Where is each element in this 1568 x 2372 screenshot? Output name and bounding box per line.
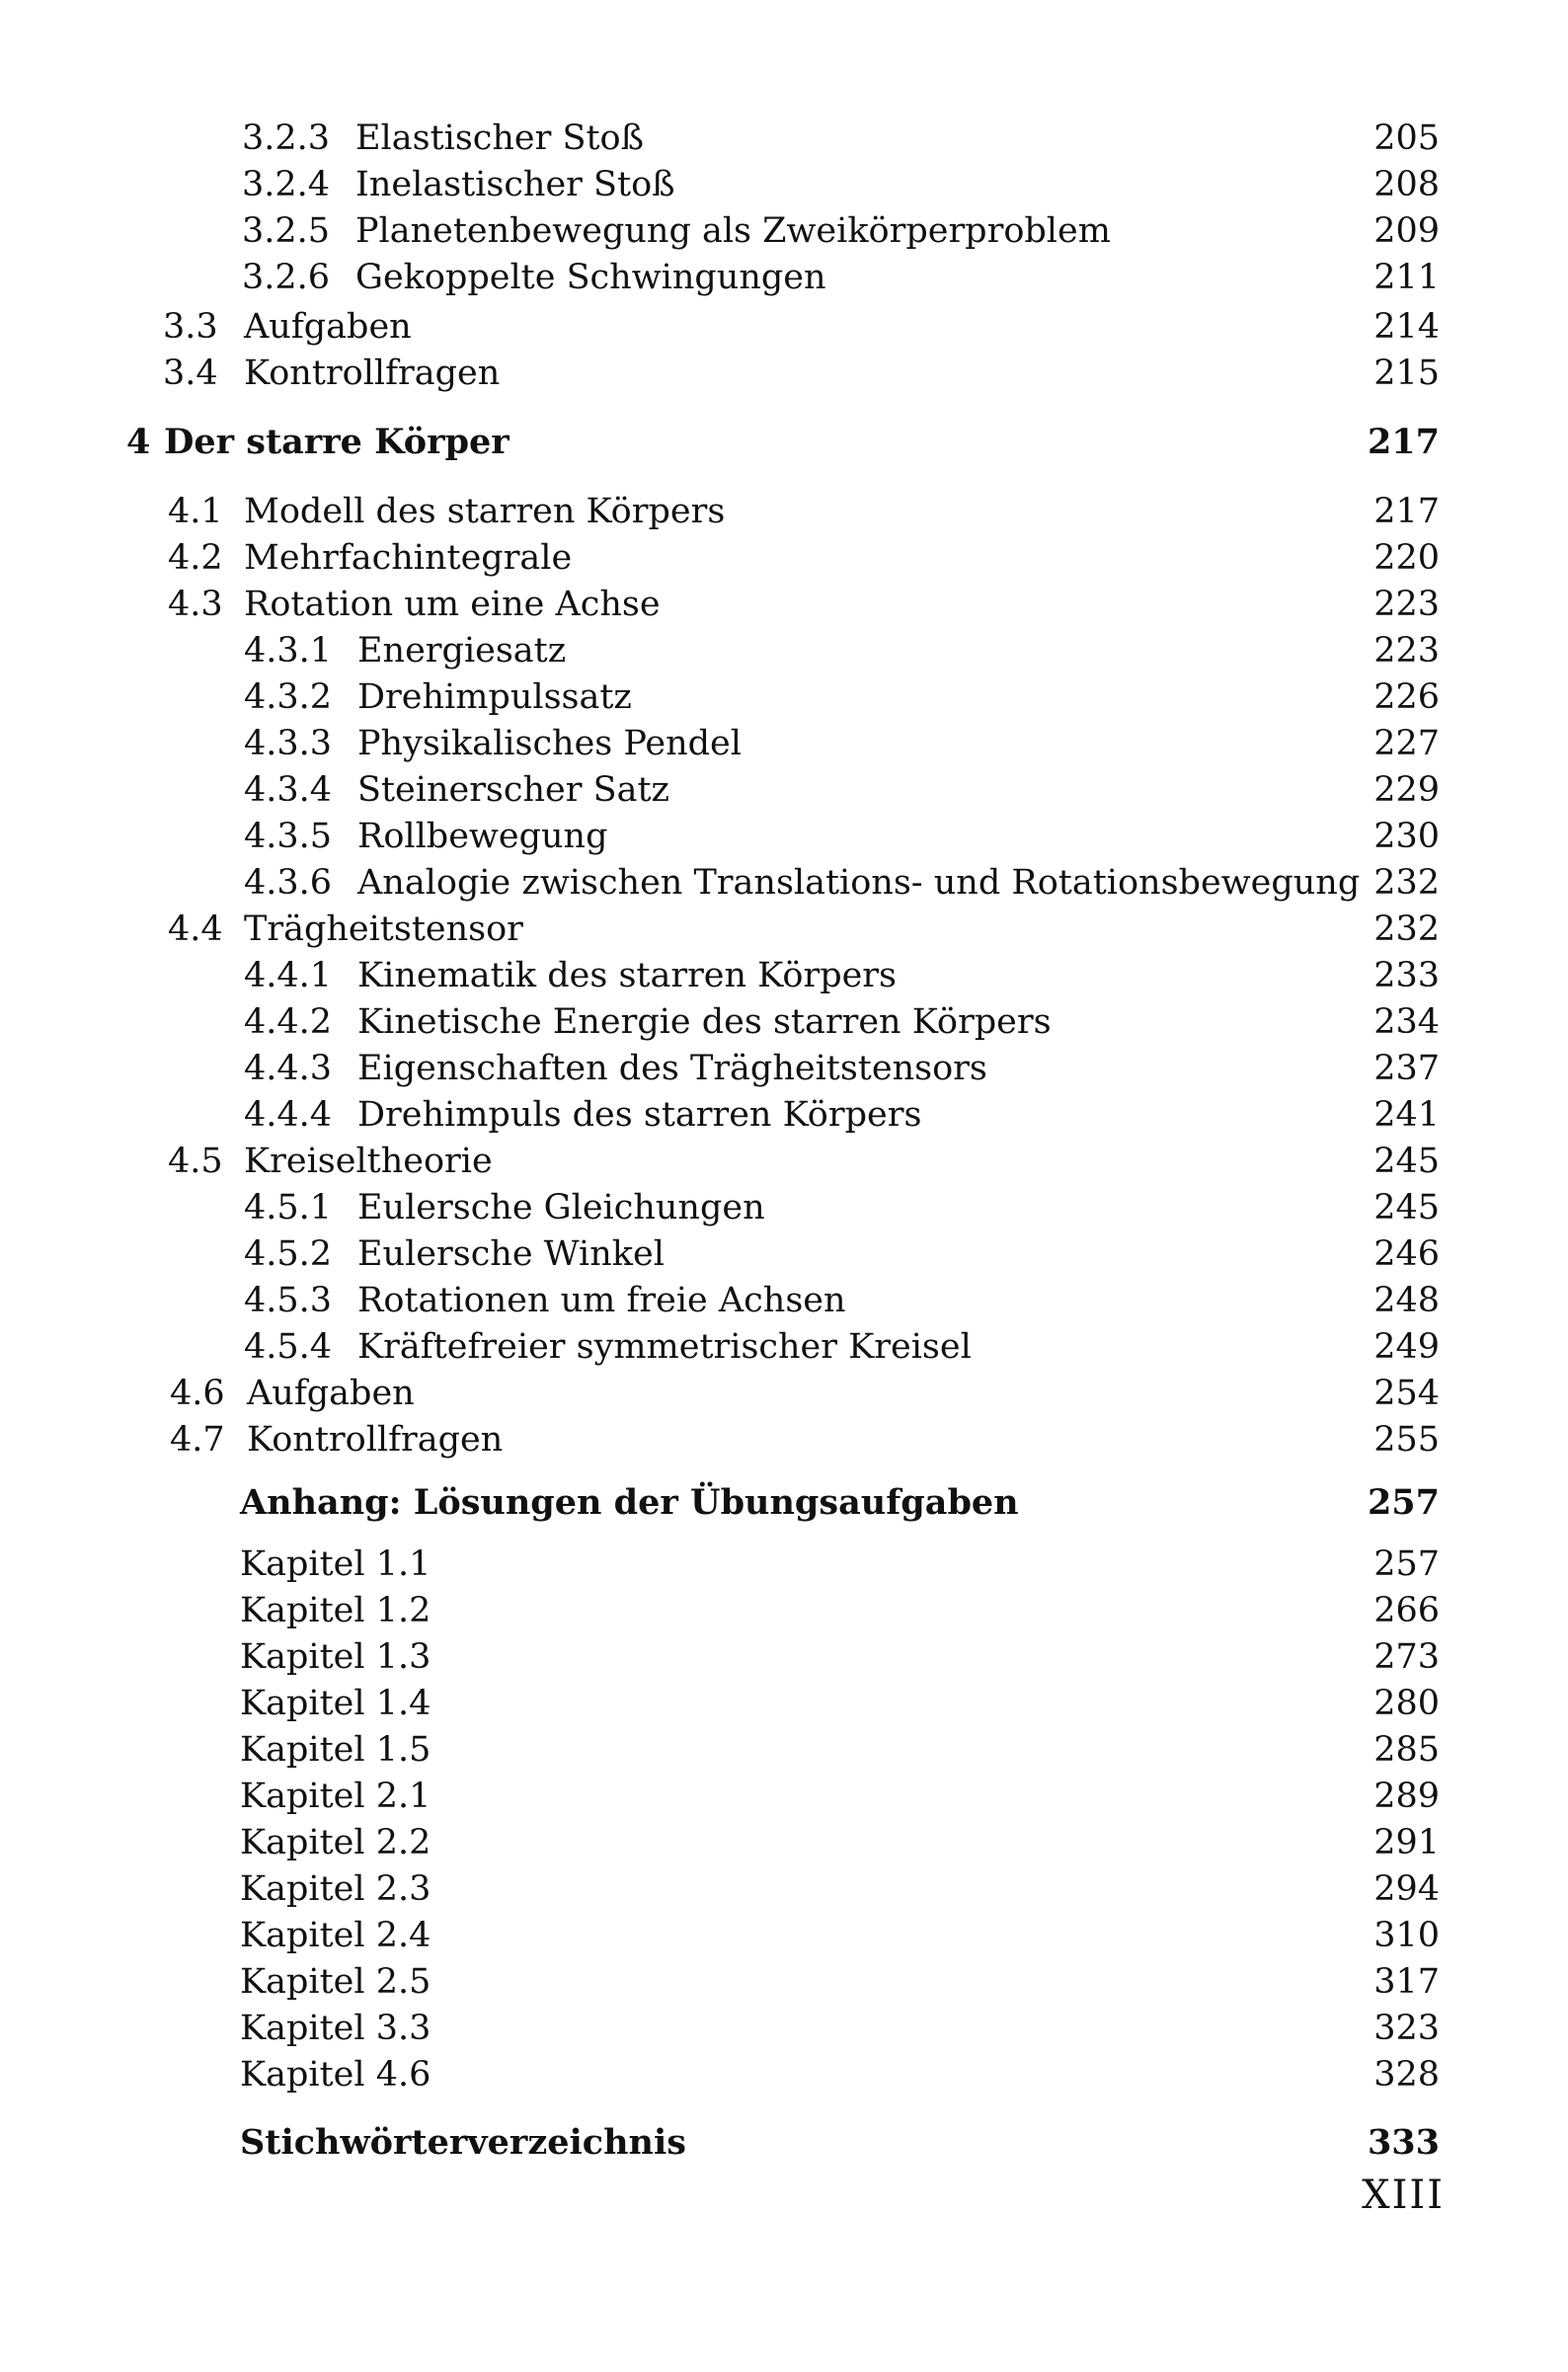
toc-entry-title: Kapitel 4.6 xyxy=(240,2055,431,2095)
toc-entry-page: 230 xyxy=(1373,817,1440,856)
toc-entry xyxy=(0,1047,1440,1090)
toc-entry-title: Inelastischer Stoß xyxy=(355,165,675,204)
toc-entry xyxy=(0,1372,1440,1415)
toc-entry-number: 4.2 xyxy=(168,538,223,578)
toc-entry xyxy=(0,1682,1440,1725)
toc-entry-page: 285 xyxy=(1373,1730,1440,1770)
toc-entry-title: Planetenbewegung als Zweikörperproblem xyxy=(355,211,1111,251)
toc-entry xyxy=(0,1821,1440,1864)
toc-entry-title: Kräftefreier symmetrischer Kreisel xyxy=(357,1327,972,1367)
toc-entry-page: 217 xyxy=(1367,422,1440,462)
toc-entry-title: Eulersche Gleichungen xyxy=(357,1188,765,1227)
toc-entry-page: 229 xyxy=(1373,770,1440,810)
toc-entry xyxy=(0,2121,1440,2165)
toc-entry-page: 234 xyxy=(1373,1002,1440,1042)
toc-entry xyxy=(0,163,1440,206)
toc-entry xyxy=(0,629,1440,672)
toc-entry-title: Kapitel 1.4 xyxy=(240,1684,431,1723)
toc-entry-title: Kapitel 2.4 xyxy=(240,1916,431,1955)
toc-entry-title: Eulersche Winkel xyxy=(357,1234,665,1274)
toc-entry xyxy=(0,583,1440,626)
toc-entry-title: Der starre Körper xyxy=(164,422,510,462)
toc-entry-page: 289 xyxy=(1373,1777,1440,1816)
toc-entry-number: 3.2.3 xyxy=(242,119,331,158)
toc-entry-page: 211 xyxy=(1373,258,1440,297)
toc-entry-page: 280 xyxy=(1373,1684,1440,1723)
toc-entry-number: 4.4.2 xyxy=(244,1002,333,1042)
toc-entry xyxy=(0,1232,1440,1276)
toc-entry xyxy=(0,2053,1440,2096)
toc-entry-title: Kapitel 3.3 xyxy=(240,2009,431,2048)
toc-entry-page: 220 xyxy=(1373,538,1440,578)
toc-entry-page: 223 xyxy=(1373,585,1440,624)
toc-entry-number: 4.3.6 xyxy=(244,863,333,903)
toc-entry-number: 4.3.5 xyxy=(244,817,333,856)
toc-entry xyxy=(0,1481,1440,1525)
toc-entry-title: Trägheitstensor xyxy=(244,909,523,949)
toc-entry-number: 4.7 xyxy=(170,1420,225,1460)
toc-entry-title: Kapitel 2.5 xyxy=(240,1962,431,2002)
toc-entry xyxy=(0,1635,1440,1679)
toc-entry-title: Eigenschaften des Trägheitstensors xyxy=(357,1049,987,1088)
toc-entry-title: Kapitel 1.3 xyxy=(240,1637,431,1677)
toc-entry-number: 3.2.4 xyxy=(242,165,331,204)
toc-entry xyxy=(0,861,1440,905)
toc-entry-number: 4.3.1 xyxy=(244,631,333,671)
toc-entry-number: 4.4.3 xyxy=(244,1049,333,1088)
toc-entry-number: 4.4.1 xyxy=(244,956,333,995)
toc-entry xyxy=(0,117,1440,160)
toc-entry-page: 328 xyxy=(1373,2055,1440,2095)
toc-entry-title: Kinetische Energie des starren Körpers xyxy=(357,1002,1052,1042)
toc-entry xyxy=(0,1140,1440,1183)
toc-entry xyxy=(0,1728,1440,1772)
toc-entry-title: Mehrfachintegrale xyxy=(244,538,573,578)
toc-entry xyxy=(0,908,1440,951)
toc-entry-title: Gekoppelte Schwingungen xyxy=(355,258,826,297)
toc-entry-number: 3.2.5 xyxy=(242,211,331,251)
toc-entry-page: 257 xyxy=(1367,1482,1440,1523)
toc-entry-number: 4.6 xyxy=(170,1374,225,1413)
toc-entry-title: Aufgaben xyxy=(247,1374,415,1413)
toc-entry-page: 205 xyxy=(1373,119,1440,158)
toc-entry-number: 4.4 xyxy=(168,909,223,949)
toc-entry-number: 4.3.2 xyxy=(244,677,333,717)
toc-entry-page: 246 xyxy=(1373,1234,1440,1274)
toc-entry-page: 255 xyxy=(1373,1420,1440,1460)
toc-entry-number: 4.1 xyxy=(168,492,223,531)
toc-entry-title: Drehimpuls des starren Körpers xyxy=(357,1095,922,1135)
page-number-folio: XIII xyxy=(1362,2173,1445,2218)
toc-entry-page: 273 xyxy=(1373,1637,1440,1677)
toc-entry-page: 217 xyxy=(1373,492,1440,531)
toc-entry-number: 4.5.3 xyxy=(244,1281,333,1320)
toc-entry xyxy=(0,954,1440,997)
toc-entry-page: 232 xyxy=(1373,863,1440,903)
toc-entry-page: 237 xyxy=(1373,1049,1440,1088)
toc-entry-number: 4.5.1 xyxy=(244,1188,333,1227)
toc-entry-page: 291 xyxy=(1373,1823,1440,1862)
toc-entry xyxy=(0,815,1440,858)
toc-entry-page: 241 xyxy=(1373,1095,1440,1135)
toc-entry-page: 245 xyxy=(1373,1188,1440,1227)
toc-entry-title: Kapitel 1.5 xyxy=(240,1730,431,1770)
toc-entry-title: Kinematik des starren Körpers xyxy=(357,956,898,995)
toc-entry xyxy=(0,1542,1440,1586)
toc-entry-page: 266 xyxy=(1373,1591,1440,1630)
toc-entry-title: Physikalisches Pendel xyxy=(357,724,742,763)
toc-entry-title: Kapitel 2.1 xyxy=(240,1777,431,1816)
toc-entry-page: 294 xyxy=(1373,1869,1440,1909)
toc-entry-title: Stichwörterverzeichnis xyxy=(240,2122,686,2163)
toc-entry xyxy=(0,352,1440,395)
toc-entry-page: 226 xyxy=(1373,677,1440,717)
toc-entry-page: 323 xyxy=(1373,2009,1440,2048)
toc-entry xyxy=(0,490,1440,533)
toc-entry-title: Kontrollfragen xyxy=(247,1420,504,1460)
toc-entry-title: Kreiseltheorie xyxy=(244,1142,493,1181)
toc-entry xyxy=(0,1775,1440,1818)
toc-entry-page: 233 xyxy=(1373,956,1440,995)
toc-entry-page: 214 xyxy=(1373,307,1440,347)
toc-entry xyxy=(0,1914,1440,1957)
toc-entry xyxy=(0,256,1440,299)
toc-entry xyxy=(0,1279,1440,1322)
toc-entry xyxy=(0,1867,1440,1911)
toc-entry xyxy=(0,1589,1440,1632)
toc-entry-page: 215 xyxy=(1373,354,1440,393)
toc-entry-number: 4.4.4 xyxy=(244,1095,333,1135)
toc-entry-page: 254 xyxy=(1373,1374,1440,1413)
toc-entry-number: 4.3.3 xyxy=(244,724,333,763)
toc-entry-title: Rotation um eine Achse xyxy=(244,585,661,624)
toc-entry-title: Kapitel 1.1 xyxy=(240,1544,431,1584)
toc-entry-title: Modell des starren Körpers xyxy=(244,492,726,531)
toc-entry-number: 3.4 xyxy=(163,354,218,393)
toc-entry-title: Analogie zwischen Translations- und Rotationsbewegung xyxy=(357,863,1361,903)
toc-entry-number: 4.5.2 xyxy=(244,1234,333,1274)
toc-entry-title: Rotationen um freie Achsen xyxy=(357,1281,846,1320)
toc-entry-page: 223 xyxy=(1373,631,1440,671)
toc-entry-title: Elastischer Stoß xyxy=(355,119,644,158)
toc-entry-number: 3.3 xyxy=(163,307,218,347)
toc-entry xyxy=(0,209,1440,253)
toc-entry xyxy=(0,421,1440,464)
toc-entry xyxy=(0,1325,1440,1369)
toc-entry-title: Rollbewegung xyxy=(357,817,608,856)
toc-entry-page: 209 xyxy=(1373,211,1440,251)
toc-entry-page: 232 xyxy=(1373,909,1440,949)
toc-entry xyxy=(0,1000,1440,1044)
toc-entry-page: 208 xyxy=(1373,165,1440,204)
toc-entry xyxy=(0,2007,1440,2050)
toc-entry-number: 4.5 xyxy=(168,1142,223,1181)
toc-entry-number: 4.3 xyxy=(168,585,223,624)
toc-entry-page: 227 xyxy=(1373,724,1440,763)
toc-entry-title: Kapitel 1.2 xyxy=(240,1591,431,1630)
toc-entry-title: Kapitel 2.3 xyxy=(240,1869,431,1909)
toc-entry xyxy=(0,768,1440,812)
toc-entry xyxy=(0,305,1440,349)
toc-entry-number: 4.5.4 xyxy=(244,1327,333,1367)
toc-entry-title: Drehimpulssatz xyxy=(357,677,632,717)
toc-entry-number: 4 xyxy=(126,422,151,462)
toc-entry-title: Energiesatz xyxy=(357,631,567,671)
toc-entry-title: Kapitel 2.2 xyxy=(240,1823,431,1862)
toc-entry-page: 310 xyxy=(1373,1916,1440,1955)
toc-entry xyxy=(0,1418,1440,1462)
toc-entry-number: 3.2.6 xyxy=(242,258,331,297)
toc-entry-title: Kontrollfragen xyxy=(244,354,501,393)
toc-entry xyxy=(0,1186,1440,1229)
toc-entry-title: Steinerscher Satz xyxy=(357,770,669,810)
toc-entry-page: 333 xyxy=(1367,2122,1440,2163)
toc-entry-page: 317 xyxy=(1373,1962,1440,2002)
toc-entry-page: 257 xyxy=(1373,1544,1440,1584)
toc-entry-page: 249 xyxy=(1373,1327,1440,1367)
toc-entry xyxy=(0,536,1440,580)
toc-entry xyxy=(0,722,1440,765)
toc-entry-title: Aufgaben xyxy=(244,307,412,347)
toc-entry xyxy=(0,675,1440,719)
toc-entry-page: 248 xyxy=(1373,1281,1440,1320)
toc-entry-number: 4.3.4 xyxy=(244,770,333,810)
toc-entry-title: Anhang: Lösungen der Übungsaufgaben xyxy=(240,1482,1019,1523)
toc-entry-page: 245 xyxy=(1373,1142,1440,1181)
toc-entry xyxy=(0,1093,1440,1137)
toc-entry xyxy=(0,1960,1440,2004)
